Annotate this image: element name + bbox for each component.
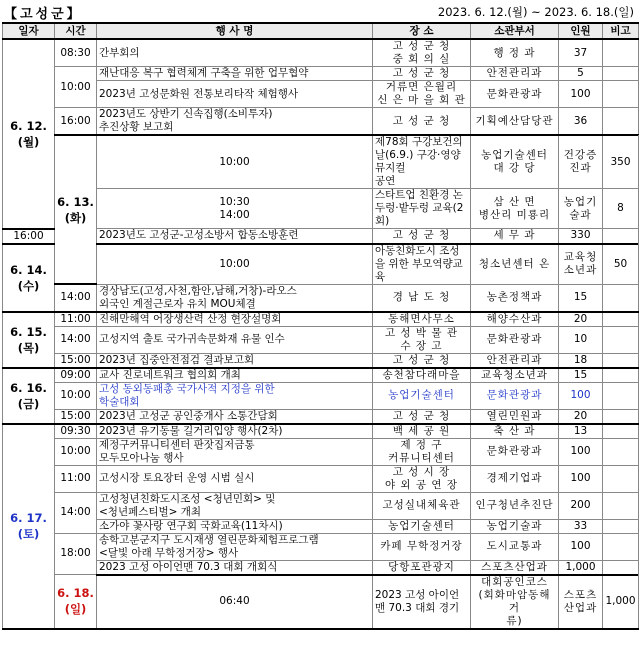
department-cell: 농촌정책과 — [471, 284, 559, 312]
note-cell — [603, 560, 639, 575]
place-cell: 거류면 은월리 신 은 마 을 회 관 — [373, 81, 471, 108]
department-cell: 교육청소년과 — [559, 244, 603, 285]
table-row — [3, 312, 639, 327]
event-schedule-table — [2, 22, 639, 630]
time-cell: 09:00 — [55, 368, 97, 383]
department-cell: 해양수산과 — [471, 312, 559, 327]
table-row — [3, 465, 639, 492]
note-cell — [603, 368, 639, 383]
note-cell — [603, 326, 639, 353]
place-cell: 고 성 군 청 — [373, 353, 471, 368]
place-cell: 제 정 구 커뮤니티센터 — [373, 438, 471, 465]
report-header — [0, 0, 640, 22]
date-range: 2023. 6. 12.(월) ~ 2023. 6. 18.(일) — [437, 5, 634, 19]
department-cell: 축 산 과 — [471, 424, 559, 439]
event-name-cell: 제정구커뮤니티센터 판잣집저금통 모두모아나눔 행사 — [97, 438, 373, 465]
table-row — [3, 519, 639, 533]
event-name-cell: 간부회의 — [97, 39, 373, 67]
attendee-count-cell: 330 — [559, 229, 603, 244]
department-cell: 인구청년추진단 — [471, 492, 559, 519]
col-header-count: 인원 — [559, 23, 603, 39]
place-cell: 카페 무학정거장 — [373, 533, 471, 560]
place-cell: 고 성 박 물 관 수 장 고 — [373, 326, 471, 353]
time-cell: 08:30 — [55, 39, 97, 67]
col-header-note: 비고 — [603, 23, 639, 39]
col-header-date: 일자 — [3, 23, 55, 39]
attendee-count-cell: 15 — [559, 284, 603, 312]
attendee-count-cell: 5 — [559, 67, 603, 81]
time-cell: 11:00 — [55, 465, 97, 492]
place-cell: 경 남 도 청 — [373, 284, 471, 312]
department-cell: 도시교통과 — [471, 533, 559, 560]
note-cell — [603, 438, 639, 465]
attendee-count-cell: 100 — [559, 465, 603, 492]
date-cell: 6. 17. (토) — [3, 424, 55, 629]
place-cell: 농업기술센터 — [373, 519, 471, 533]
table-row — [3, 244, 639, 285]
attendee-count-cell: 1,000 — [559, 560, 603, 575]
table-row — [3, 533, 639, 560]
note-cell — [603, 229, 639, 244]
event-name-cell: 송학고분군지구 도시재생 열린문화체험프로그램 <달빛 아래 무학정거장> 행사 — [97, 533, 373, 560]
event-name-cell: 2023년 고성문화원 전통보리타작 체험행사 — [97, 81, 373, 108]
note-cell — [603, 492, 639, 519]
time-cell: 14:00 — [55, 284, 97, 312]
attendee-count-cell: 8 — [603, 189, 639, 229]
time-cell: 10:00 — [55, 438, 97, 465]
department-cell: 경제기업과 — [471, 465, 559, 492]
place-cell: 백 세 공 원 — [373, 424, 471, 439]
place-cell: 고 성 군 청 — [373, 229, 471, 244]
place-cell: 송천참다래마을 — [373, 368, 471, 383]
time-cell: 10:00 — [55, 382, 97, 409]
time-cell: 10:30 14:00 — [97, 189, 373, 229]
note-cell — [603, 409, 639, 424]
note-cell — [603, 533, 639, 560]
event-name-cell: 2023 고성 아이언맨 70.3 대회 개회식 — [97, 560, 373, 575]
event-name-cell: 고성지역 출토 국가귀속문화재 유물 인수 — [97, 326, 373, 353]
table-row — [3, 284, 639, 312]
time-cell: 15:00 — [55, 353, 97, 368]
event-name-cell: 진해만해역 어장생산력 산정 현장설명회 — [97, 312, 373, 327]
time-cell: 06:40 — [97, 575, 373, 629]
department-cell: 스포츠산업과 — [559, 575, 603, 629]
time-cell: 16:00 — [3, 229, 55, 244]
attendee-count-cell: 100 — [559, 438, 603, 465]
table-row — [3, 81, 639, 108]
place-cell: 당항포관광지 — [373, 560, 471, 575]
place-cell: 고 성 군 청 중 회 의 실 — [373, 39, 471, 67]
date-cell: 6. 12. (월) — [3, 39, 55, 229]
department-cell: 농업기술과 — [471, 519, 559, 533]
note-cell — [603, 108, 639, 136]
event-name-cell: 2023년도 고성군-고성소방서 합동소방훈련 — [97, 229, 373, 244]
event-name-cell: 경상남도(고성,사천,함안,남해,거창)-라오스 외국인 계절근로자 유치 MOU체결 — [97, 284, 373, 312]
event-name-cell: 고성청년친화도시조성 <청년민회> 및 <청년페스티벌> 개최 — [97, 492, 373, 519]
time-cell: 14:00 — [55, 492, 97, 533]
event-name-cell: 2023년 유기동물 길거리입양 행사(2차) — [97, 424, 373, 439]
col-header-event: 행 사 명 — [97, 23, 373, 39]
department-cell: 세 무 과 — [471, 229, 559, 244]
place-cell: 농업기술센터 — [373, 382, 471, 409]
region-title: 【고성군】 — [4, 7, 83, 22]
table-row — [3, 189, 639, 229]
table-row — [3, 424, 639, 439]
date-cell: 6. 18. (일) — [55, 575, 97, 629]
table-row — [3, 382, 639, 409]
note-cell — [603, 284, 639, 312]
col-header-dept: 소관부서 — [471, 23, 559, 39]
note-cell — [603, 353, 639, 368]
col-header-time: 시간 — [55, 23, 97, 39]
department-cell: 문화관광과 — [471, 81, 559, 108]
attendee-count-cell: 100 — [559, 81, 603, 108]
place-cell: 고 성 군 청 — [373, 108, 471, 136]
event-name-cell: 2023년도 상반기 신속집행(소비투자) 추진상황 보고회 — [97, 108, 373, 136]
place-cell: 동해면사무소 — [373, 312, 471, 327]
attendee-count-cell: 10 — [559, 326, 603, 353]
time-cell: 16:00 — [55, 108, 97, 136]
note-cell — [603, 312, 639, 327]
department-cell: 안전관리과 — [471, 67, 559, 81]
event-name-cell: 2023 고성 아이언맨 70.3 대회 경기 — [373, 575, 471, 629]
col-header-place: 장 소 — [373, 23, 471, 39]
note-cell — [603, 39, 639, 67]
note-cell — [603, 424, 639, 439]
department-cell: 열린민원과 — [471, 409, 559, 424]
table-row — [3, 229, 639, 244]
department-cell: 문화관광과 — [471, 438, 559, 465]
attendee-count-cell: 50 — [603, 244, 639, 285]
event-name-cell: 제78회 구강보건의 날(6.9.) 구강·영양 뮤지컬 공연 — [373, 135, 471, 189]
event-name-cell: 소가야 꽃사랑 연구회 국화교육(11차시) — [97, 519, 373, 533]
event-name-cell: 2023년 고성군 공인중개사 소통간담회 — [97, 409, 373, 424]
table-header-row — [3, 23, 639, 39]
attendee-count-cell: 13 — [559, 424, 603, 439]
note-cell — [603, 519, 639, 533]
attendee-count-cell: 20 — [559, 312, 603, 327]
time-cell: 09:30 — [55, 424, 97, 439]
place-cell: 삼 산 면 병산리 미룡리 — [471, 189, 559, 229]
time-cell: 18:00 — [55, 533, 97, 575]
table-row — [3, 438, 639, 465]
place-cell: 고 성 군 청 — [373, 67, 471, 81]
attendee-count-cell: 18 — [559, 353, 603, 368]
place-cell: 대회공인코스 (회화마암동해거 류) — [471, 575, 559, 629]
place-cell: 농업기술센터 대 강 당 — [471, 135, 559, 189]
place-cell: 고 성 군 청 — [373, 409, 471, 424]
attendee-count-cell: 100 — [559, 382, 603, 409]
note-cell — [603, 465, 639, 492]
note-cell — [603, 81, 639, 108]
place-cell: 고 성 시 장 야 외 공 연 장 — [373, 465, 471, 492]
department-cell: 기획예산담당관 — [471, 108, 559, 136]
date-cell: 6. 14. (수) — [3, 244, 55, 312]
attendee-count-cell: 37 — [559, 39, 603, 67]
note-cell — [603, 67, 639, 81]
attendee-count-cell: 15 — [559, 368, 603, 383]
attendee-count-cell: 36 — [559, 108, 603, 136]
date-cell: 6. 15. (목) — [3, 312, 55, 368]
attendee-count-cell: 1,000 — [603, 575, 639, 629]
time-cell: 10:00 — [55, 67, 97, 108]
attendee-count-cell: 100 — [559, 533, 603, 560]
event-name-cell: 재난대응 복구 협력체계 구축을 위한 업무협약 — [97, 67, 373, 81]
attendee-count-cell: 20 — [559, 409, 603, 424]
table-row — [3, 67, 639, 81]
department-cell: 문화관광과 — [471, 326, 559, 353]
department-cell: 스포츠산업과 — [471, 560, 559, 575]
place-cell: 고성실내체육관 — [373, 492, 471, 519]
event-name-cell: 고성시장 토요장터 운영 시범 실시 — [97, 465, 373, 492]
table-body — [3, 39, 639, 629]
time-cell: 15:00 — [55, 409, 97, 424]
attendee-count-cell: 350 — [603, 135, 639, 189]
department-cell: 건강증진과 — [559, 135, 603, 189]
place-cell: 청소년센터 온 — [471, 244, 559, 285]
time-cell: 14:00 — [55, 326, 97, 353]
table-row — [3, 560, 639, 575]
table-row — [3, 409, 639, 424]
department-cell: 농업기술과 — [559, 189, 603, 229]
time-cell: 10:00 — [97, 135, 373, 189]
table-row — [3, 39, 639, 67]
table-row — [3, 368, 639, 383]
attendee-count-cell: 33 — [559, 519, 603, 533]
event-name-cell: 스타트업 친환경 논두렁·밭두렁 교육(2회) — [373, 189, 471, 229]
event-name-cell: 교사 진로네트워크 협의회 개최 — [97, 368, 373, 383]
table-row — [3, 135, 639, 189]
table-row — [3, 492, 639, 519]
event-name-cell: 고성 동외동패총 국가사적 지정을 위한 학술대회 — [97, 382, 373, 409]
department-cell: 안전관리과 — [471, 353, 559, 368]
table-row — [3, 326, 639, 353]
table-row — [3, 575, 639, 629]
date-cell: 6. 13. (화) — [55, 135, 97, 284]
note-cell — [603, 382, 639, 409]
table-row — [3, 353, 639, 368]
time-cell: 11:00 — [55, 312, 97, 327]
event-name-cell: 아동친화도시 조성을 위한 부모역량교육 — [373, 244, 471, 285]
date-cell: 6. 16. (금) — [3, 368, 55, 424]
attendee-count-cell: 200 — [559, 492, 603, 519]
event-name-cell: 2023년 집중안전점검 결과보고회 — [97, 353, 373, 368]
time-cell: 10:00 — [97, 244, 373, 285]
department-cell: 행 정 과 — [471, 39, 559, 67]
department-cell: 문화관광과 — [471, 382, 559, 409]
table-row — [3, 108, 639, 136]
department-cell: 교육청소년과 — [471, 368, 559, 383]
